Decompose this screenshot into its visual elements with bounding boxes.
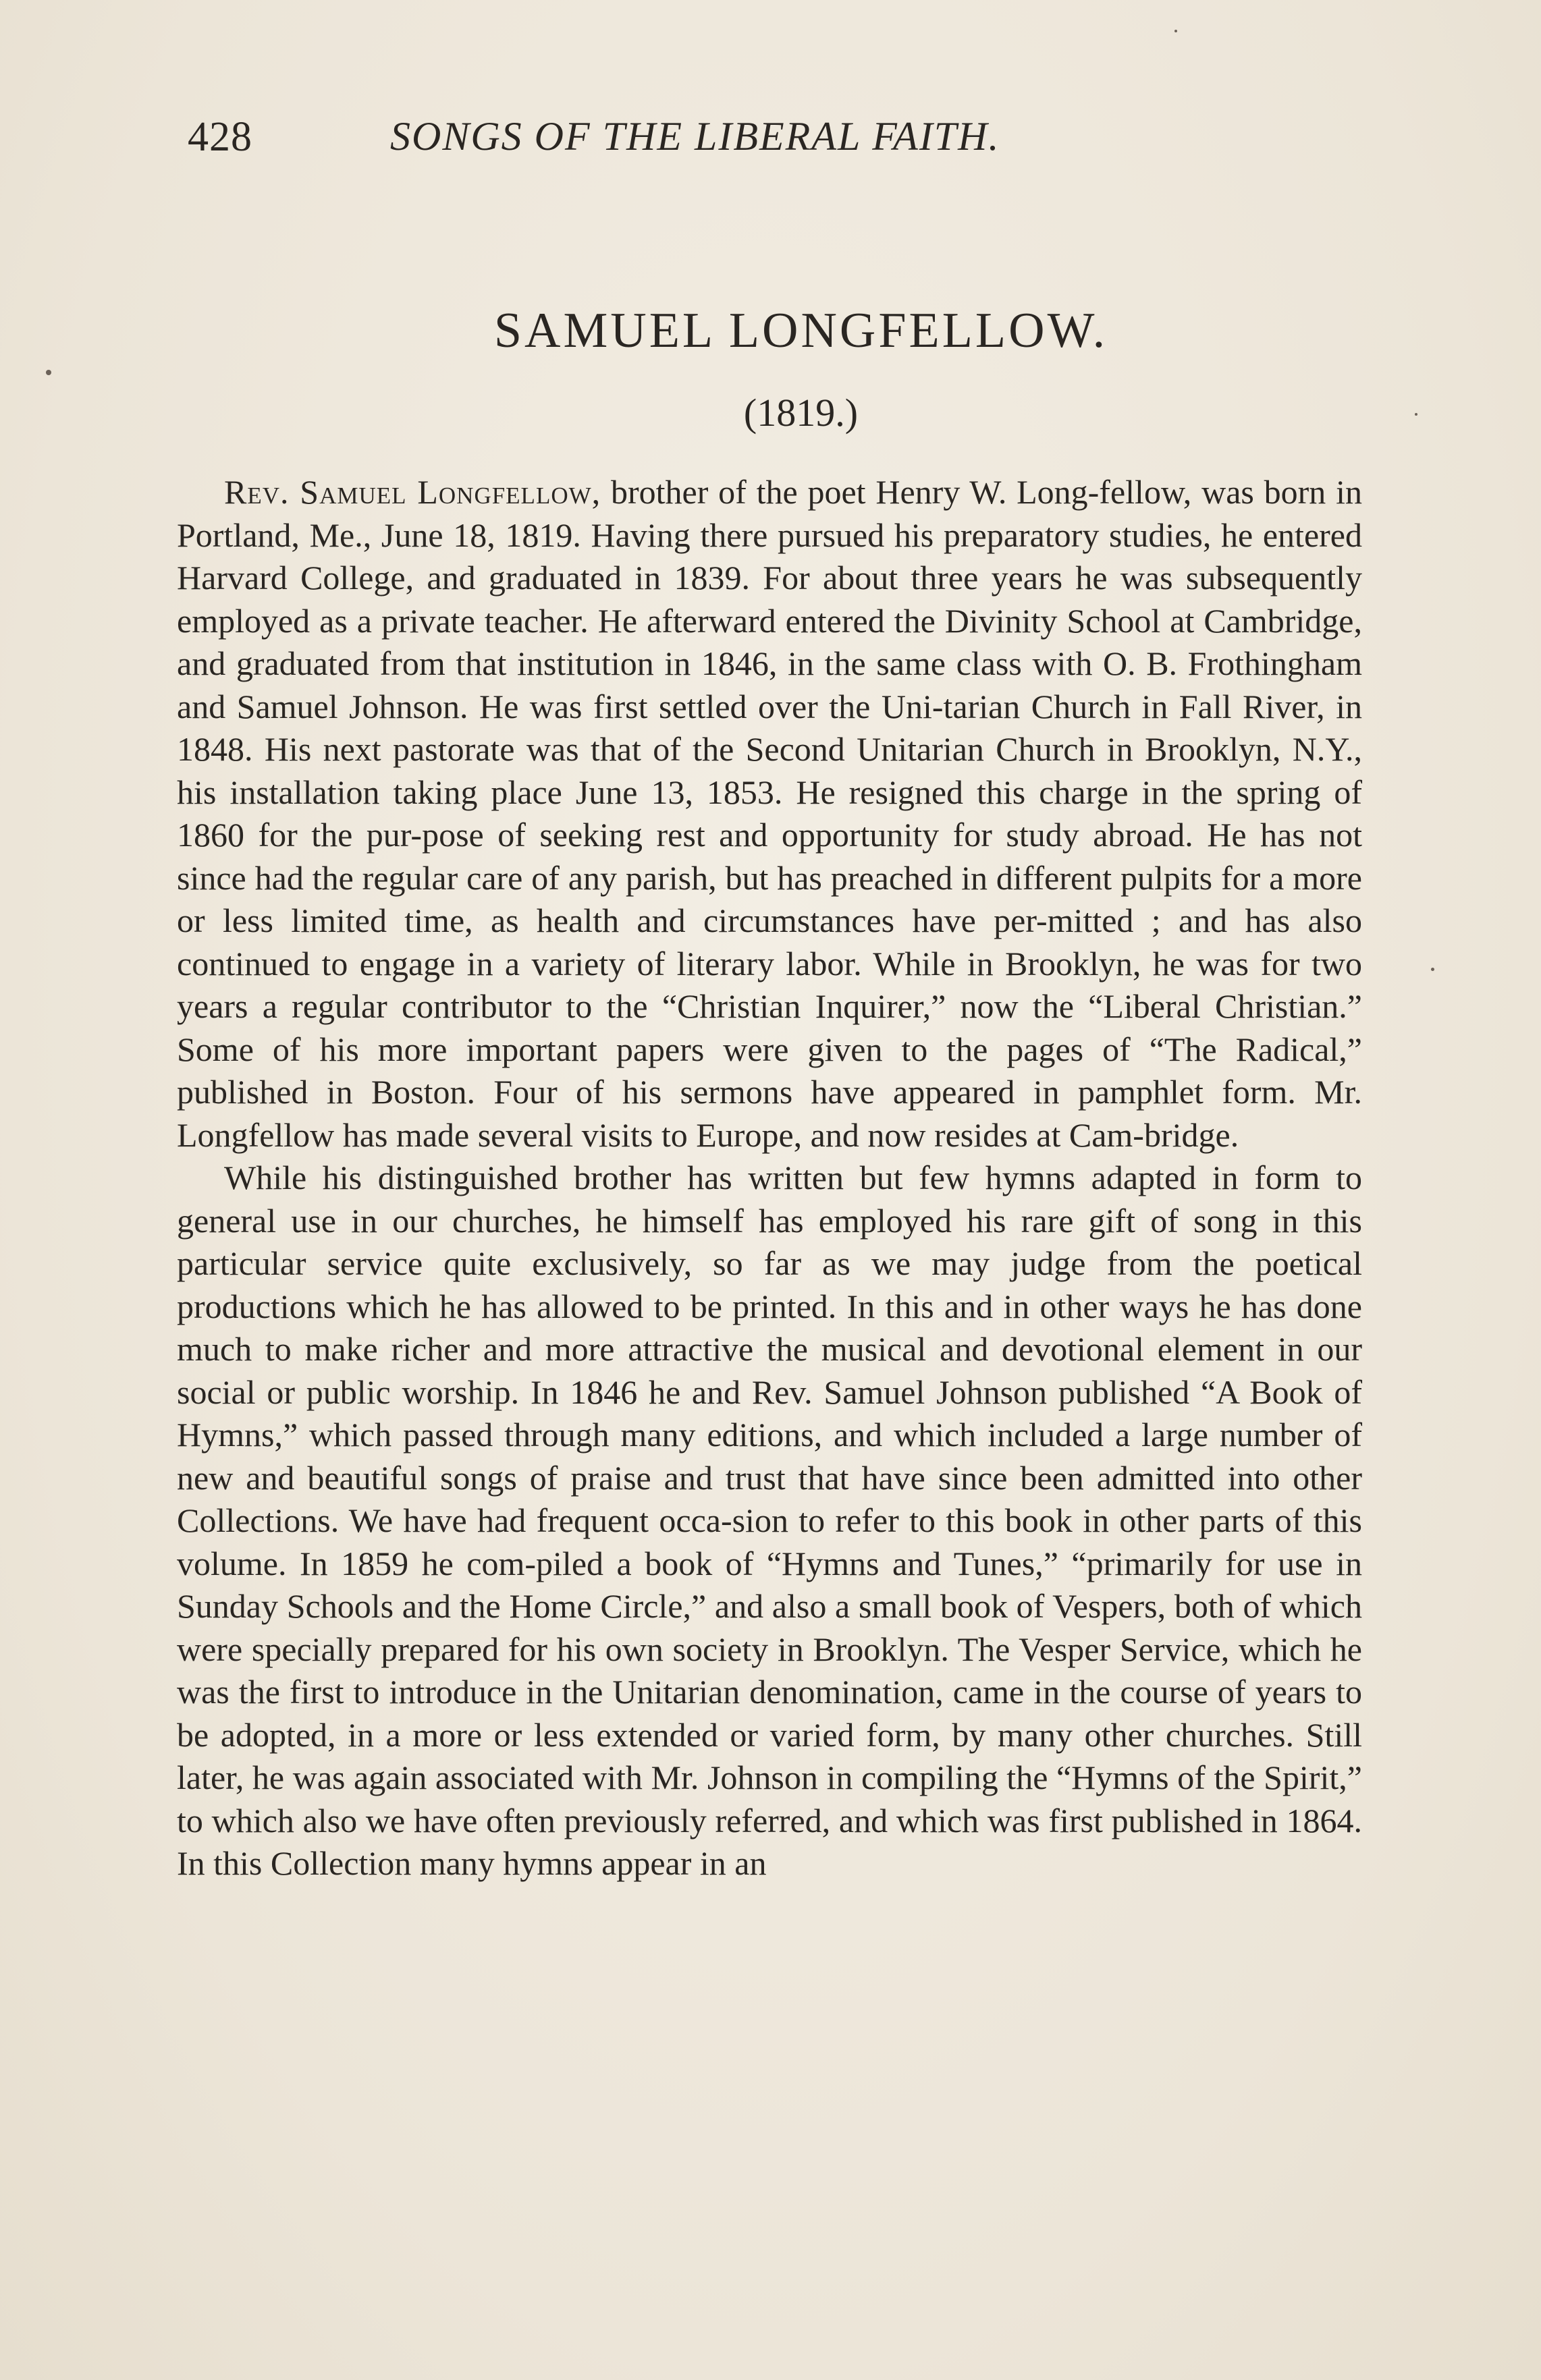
page-number: 428	[188, 114, 252, 160]
print-speck	[1431, 968, 1434, 971]
body-text	[177, 471, 1362, 1885]
subject-name-lead: Rev. Samuel Longfellow,	[224, 473, 601, 511]
print-speck	[46, 370, 51, 375]
print-speck	[1174, 30, 1177, 32]
chapter-year: (1819.)	[743, 391, 859, 435]
hymns-paragraph: While his distinguished brother has written but few hymns adapted in form to general use in our churches, he himself has employed his rare gift of song in this particular service quite exclusively, so far as we may judge from the poetical productions which he has allowed to be printed. In this and in other ways he has done much to make richer and more attractive the musical and devotional element in our social or public worship. In 1846 he and Rev. Samuel Johnson published “A Book of Hymns,” which passed through many editions, and which included a large number of new and beautiful songs of praise and trust that have since been admitted into other Collections. We have had frequent occa-sion to refer to this book in other parts of this volume. In 1859 he com-piled a book of “Hymns and Tunes,” “primarily for use in Sunday Schools and the Home Circle,” and also a small book of Vespers, both of which were specially prepared for his own society in Brooklyn. The Vesper Service, which he was the first to introduce in the Unitarian denomination, came in the course of years to be adopted, in a more or less extended or varied form, by many other churches. Still later, he was again associated with Mr. Johnson in compiling the “Hymns of the Spirit,” to which also we have often previously referred, and which was first published in 1864. In this Collection many hymns appear in an	[177, 1159, 1362, 1882]
biography-paragraph	[177, 471, 1362, 1157]
running-head	[188, 113, 1362, 167]
biography-paragraph-text: brother of the poet Henry W. Long-fellow, was born in Portland, Me., June 18, 1819. Having there pursued his preparatory studies, he entered Harvard College, and graduated in 1839. For about three years he was subsequently employed as a private teacher. He afterward entered the Divinity School at Cambridge, and graduated from that institution in 1846, in the same class with O. B. Frothingham and Samuel Johnson. He was first settled over the Uni-tarian Church in Fall River, in 1848. His next pastorate was that of the Second Unitarian Church in Brooklyn, N.Y., his installation taking place June 13, 1853. He resigned this charge in the spring of 1860 for the pur-pose of seeking rest and opportunity for study abroad. He has not since had the regular care of any parish, but has preached in different pulpits for a more or less limited time, as health and circumstances have per-mitted ; and has also continued to engage in a variety of literary labor. While in Brooklyn, he was for two years a regular contributor to the “Christian Inquirer,” now the “Liberal Christian.” Some of his more important papers were given to the pages of “The Radical,” published in Boston. Four of his sermons have appeared in pamphlet form. Mr. Longfellow has made several visits to Europe, and now resides at Cam-bridge.	[177, 473, 1363, 1154]
running-title: SONGS OF THE LIBERAL FAITH.	[390, 114, 1000, 159]
chapter-title: SAMUEL LONGFELLOW.	[493, 303, 1108, 358]
print-speck	[1415, 413, 1417, 416]
